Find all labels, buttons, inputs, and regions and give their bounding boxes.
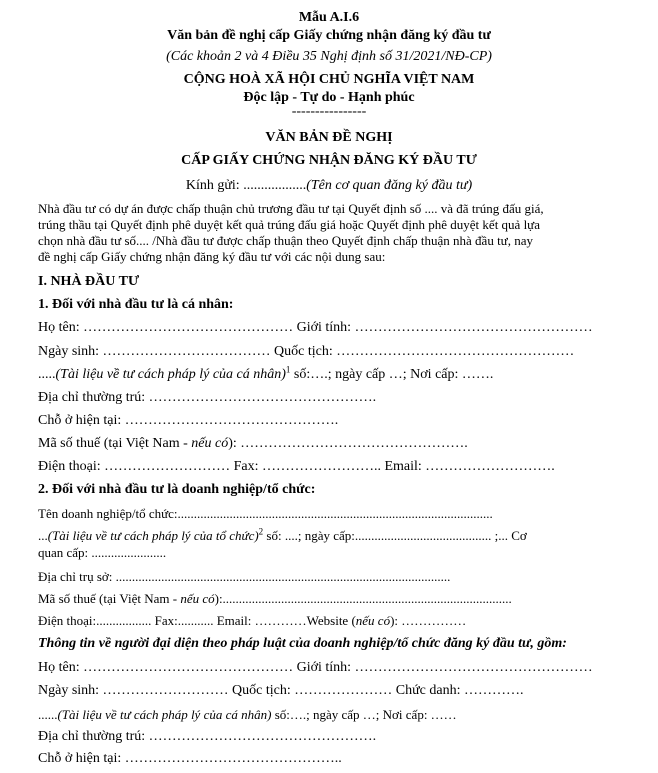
representative-permanent-address: Địa chỉ thường trú: …………………………………………. [38,729,377,744]
representative-title: Thông tin về người đại diện theo pháp luật của doanh nghiệp/tổ chức đăng ký đầu tư, gồm: [38,636,567,651]
section-investor-title: I. NHÀ ĐẦU TƯ [38,274,140,289]
document-subject: CẤP GIẤY CHỨNG NHẬN ĐĂNG KÝ ĐẦU TƯ [181,153,477,168]
organization-tax-code: Mã số thuế (tại Việt Nam - nếu có):......................................................................................... [38,591,512,606]
individual-id-doc: (Tài liệu về tư cách pháp lý của cá nhân) [55,367,286,382]
document-type: VĂN BẢN ĐỀ NGHỊ [265,130,393,145]
organization-head-office: Địa chỉ trụ sở: ....................................................................................................... [38,569,451,584]
intro-line-1: Nhà đầu tư có dự án được chấp thuận chủ trương đầu tư tại Quyết định số .... và đã trúng đấu giá, [38,201,544,216]
organization-contact-row: Điện thoại:................. Fax:........... Email: …………Website (nếu có): …………… [38,613,467,628]
individual-permanent-address: Địa chỉ thường trú: …………………………………………. [38,390,377,405]
intro-line-3: chọn nhà đầu tư số.... /Nhà đầu tư được chấp thuận theo Quyết định chấp thuận nhà đầu tư, nay [38,233,533,248]
national-motto: Độc lập - Tự do - Hạnh phúc [243,90,415,105]
organization-legal-doc: (Tài liệu về tư cách pháp lý của tổ chức) [47,528,259,543]
organization-issuer-row: quan cấp: ....................... [38,545,167,560]
recipient-label: Kính gửi: .................. [185,178,307,193]
individual-name-row: Họ tên: ……………………………………… Giới tính: …………………………………………… [38,320,593,335]
legal-basis: (Các khoản 2 và 4 Điều 35 Nghị định số 31/2021/NĐ-CP) [166,49,492,64]
individual-current-address: Chỗ ở hiện tại: ………………………………………. [38,413,339,428]
nation-name: CỘNG HOÀ XÃ HỘI CHỦ NGHĨA VIỆT NAM [183,72,475,87]
recipient-hint: (Tên cơ quan đăng ký đầu tư) [306,178,473,193]
representative-name-row: Họ tên: ……………………………………… Giới tính: …………………………………………… [38,660,593,675]
motto-rule: ---------------- [291,104,367,119]
representative-id-doc: (Tài liệu về tư cách pháp lý của cá nhân) [57,707,272,722]
form-title: Văn bản đề nghị cấp Giấy chứng nhận đăng ký đầu tư [167,28,491,43]
organization-title: 2. Đối với nhà đầu tư là doanh nghiệp/tổ chức: [38,482,316,497]
organization-name-row: Tên doanh nghiệp/tổ chức:................................................................................................. [38,506,493,521]
form-code: Mẫu A.I.6 [298,10,360,25]
individual-contact-row: Điện thoại: ……………………… Fax: …………………….. Email: ………………………. [38,459,555,474]
intro-line-4: đề nghị cấp Giấy chứng nhận đăng ký đầu tư với các nội dung sau: [38,249,386,264]
individual-tax-code: Mã số thuế (tại Việt Nam - nếu có): …………………………………………. [38,436,468,451]
representative-current-address: Chỗ ở hiện tại: ……………………………………….. [38,751,342,766]
representative-dob-row: Ngày sinh: ……………………… Quốc tịch: ………………… Chức danh: …………. [38,683,524,698]
recipient-line [0,178,658,194]
footnote-2: 2 [258,526,264,537]
individual-title: 1. Đối với nhà đầu tư là cá nhân: [38,297,234,312]
organization-legal-row: ...(Tài liệu về tư cách pháp lý của tổ chức)$^2$ số: ....; ngày cấp:.......................................... ;... Cơ [38,526,527,543]
intro-line-2: trúng thầu tại Quyết định phê duyệt kết quả trúng đấu giá hoặc Quyết định phê duyệt kết quả lựa [38,217,540,232]
individual-id-row: .....(Tài liệu về tư cách pháp lý của cá nhân)$^1$ số:….; ngày cấp …; Nơi cấp: ……. [38,364,494,382]
individual-dob-row: Ngày sinh: ……………………………… Quốc tịch: …………………………………………… [38,344,575,359]
representative-id-row: ......(Tài liệu về tư cách pháp lý của cá nhân) số:….; ngày cấp …; Nơi cấp: …… [38,707,457,722]
footnote-1: 1 [285,364,291,375]
